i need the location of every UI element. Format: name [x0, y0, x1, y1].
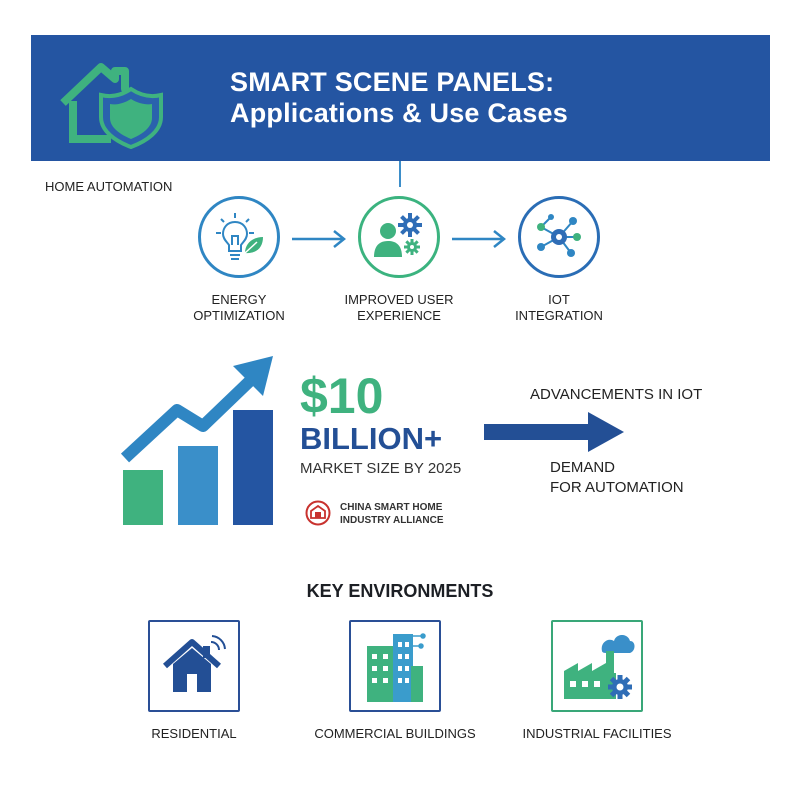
- house-shield-icon: [59, 59, 169, 154]
- env-label-commercial: COMMERCIAL BUILDINGS: [314, 726, 476, 741]
- growth-bars-arrow-icon: [115, 350, 285, 535]
- factory-gear-icon: [551, 620, 643, 712]
- driver-text: ADVANCEMENTS IN IOT: [530, 386, 703, 403]
- source-attribution: [340, 501, 444, 527]
- market-value: $10: [300, 368, 384, 424]
- right-arrow-icon: [484, 412, 626, 457]
- header-banner: [31, 35, 770, 161]
- office-building-icon: [349, 620, 441, 712]
- network-nodes-icon: [518, 196, 600, 278]
- right-arrow-icon: [450, 228, 508, 250]
- user-gears-icon: [358, 196, 440, 278]
- env-label-industrial: INDUSTRIAL FACILITIES: [522, 726, 672, 741]
- section-label: HOME AUTOMATION: [45, 179, 173, 194]
- source-line-2: INDUSTRY ALLIANCE: [340, 515, 444, 526]
- feature-label-iot: IOT INTEGRATION: [515, 292, 603, 323]
- env-label-residential: RESIDENTIAL: [151, 726, 237, 741]
- market-caption: MARKET SIZE BY 2025: [300, 460, 462, 477]
- section-heading: KEY ENVIRONMENTS: [306, 581, 494, 601]
- alliance-logo-icon: [305, 500, 331, 531]
- wifi-house-icon: [148, 620, 240, 712]
- feature-label-experience: IMPROVED USER EXPERIENCE: [344, 292, 454, 323]
- driver-text: DEMAND FOR AUTOMATION: [550, 459, 684, 496]
- source-line-1: CHINA SMART HOME: [340, 502, 443, 513]
- page-title: SMART SCENE PANELS:: [230, 67, 555, 97]
- feature-label-energy: ENERGY OPTIMIZATION: [193, 292, 285, 323]
- page-subtitle: Applications & Use Cases: [230, 98, 568, 128]
- connector-line: [399, 161, 401, 187]
- right-arrow-icon: [290, 228, 348, 250]
- market-unit: BILLION+: [300, 421, 443, 456]
- lightbulb-leaf-icon: [198, 196, 280, 278]
